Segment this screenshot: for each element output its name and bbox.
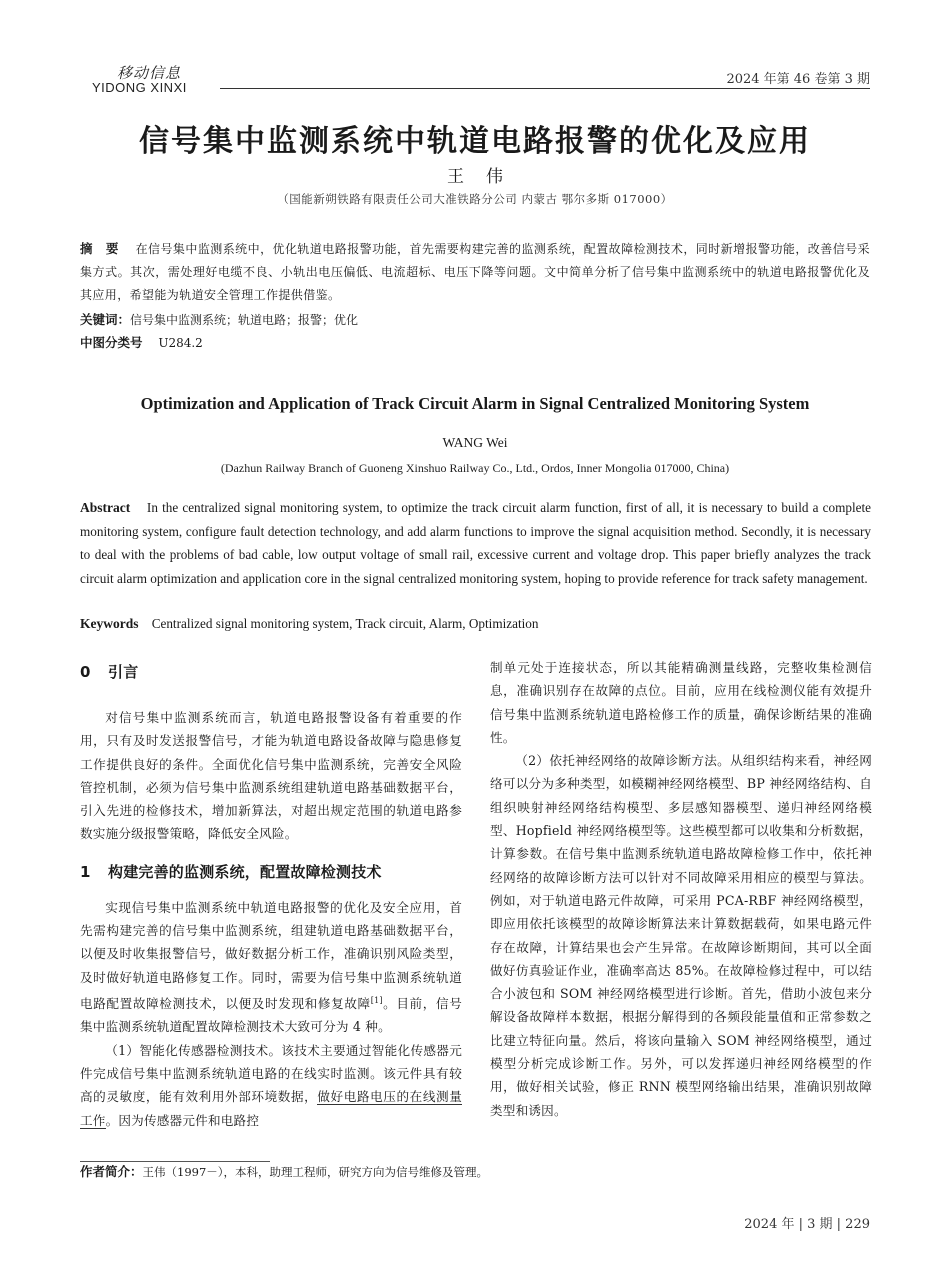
paper-title-en: Optimization and Application of Track Circuit Alarm in Signal Centralized Monitoring System bbox=[140, 394, 810, 413]
author-note-label: 作者简介： bbox=[80, 1164, 143, 1179]
journal-name-cn: 移动信息 bbox=[117, 64, 182, 82]
author-note bbox=[80, 1163, 488, 1181]
affiliation-en: (Dazhun Railway Branch of Guoneng Xinshuo Railway Co., Ltd., Ordos, Inner Mongolia 017000, China) bbox=[220, 461, 730, 475]
right-paragraph-continued: 制单元处于连接状态，所以其能精确测量线路，完整收集检测信息，准确识别存在故障的点位。目前，应用在线检测仪能有效提升信号集中监测系统轨道电路检修工作的质量，确保诊断结果的准确性。 bbox=[490, 660, 872, 745]
paper-title-cn: 信号集中监测系统中轨道电路报警的优化及应用 bbox=[139, 124, 811, 159]
author-cn: 王伟 bbox=[447, 167, 525, 187]
author-en: WANG Wei bbox=[442, 435, 508, 450]
abstract-en-text: In the centralized signal monitoring system, to optimize the track circuit alarm function, first of all, it is necessary to build a complete monitoring system, configure fault detection technology, and add alarm functions to improve the signal acquisition method. Secondly, it is necessary to deal with the problems of bad cable, low output voltage of small rail, excessive current and voltage drop. This paper briefly analyzes the track circuit alarm optimization and application core in the signal centralized monitoring system, hoping to provide reference for track safety management. bbox=[80, 500, 871, 586]
abstract-cn bbox=[80, 237, 870, 307]
section-0-title: 引言 bbox=[108, 663, 139, 681]
section-1-paragraph-2 bbox=[80, 1039, 462, 1132]
section-0-number: 0 bbox=[80, 663, 91, 681]
right-paragraph-neural-network: （2）依托神经网络的故障诊断方法。从组织结构来看，神经网络可以分为多种类型，如模糊神经网络模型、BP 神经网络结构、自组织映射神经网络结构模型、多层感知器模型、递归神经网络模型、Hopfield 神经网络模型等。这些模型都可以收集和分析数据，计算参数。在信号集中监测系统轨道电路故障检修工作中，依托神经网络的故障诊断方法可以针对不同故障采用相应的模型与算法。例如，对于轨道电路元件故障，可采用 PCA-RBF 神经网络模型，即应用依托该模型的故障诊断算法来计算数据载荷，如果电路元件存在故障，计算结果也会产生异常。在故障诊断期间，其可以全面做好仿真验证作业，准确率高达 85%。在故障检修过程中，可以结合小波包和 SOM 神经网络模型进行诊断。首先，借助小波包来分解设备故障样本数据，根据分解得到的各频段能量值和正常参数之比建立特征向量。然后，将该向量输入 SOM 神经网络模型，通过模型分析完成诊断工作。另外，可以发挥递归神经网络模型的作用，做好相关试验，修正 RNN 模型网络输出结果，准确识别故障类型和诱因。 bbox=[490, 753, 872, 1118]
section-1-p1-text-b: 。目前，信号集中监测系统轨道配置故障检测技术大致可分为 4 种。 bbox=[80, 996, 463, 1035]
section-1-number: 1 bbox=[80, 862, 91, 881]
author-note-rule bbox=[80, 1161, 270, 1162]
affiliation-cn: （国能新朔铁路有限责任公司大准铁路分公司 内蒙古 鄂尔多斯 017000） bbox=[277, 192, 673, 206]
issue-info: 2024 年第 46 卷第 3 期 bbox=[726, 72, 870, 87]
keywords-en-text: Centralized signal monitoring system, Track circuit, Alarm, Optimization bbox=[151, 616, 539, 631]
keywords-en bbox=[80, 612, 870, 635]
underlined-phrase: 做好电路电压的在线测量工作 bbox=[80, 1089, 462, 1128]
section-0-heading bbox=[80, 660, 462, 684]
section-1-p2-text-a: （1）智能化传感器检测技术。该技术主要通过智能化传感器元件完成信号集中监测系统轨道电路的在线实时监测。该元件具有较高的灵敏度，能有效利用外部环境数据， bbox=[80, 1042, 462, 1105]
section-0-paragraph: 对信号集中监测系统而言，轨道电路报警设备有着重要的作用，只有及时发送报警信号，才能为轨道电路设备故障与隐患修复工作提供良好的条件。全面优化信号集中监测系统，完善安全风险管控机制，必须为信号集中监测系统组建轨道电路基础数据平台，引入先进的检修技术，增加新算法，对超出规定范围的轨道电路参数实施分级报警策略，降低安全风险。 bbox=[80, 710, 462, 842]
journal-name-en: YIDONG XINXI bbox=[92, 80, 187, 95]
citation-1: [1] bbox=[370, 995, 383, 1005]
keywords-cn bbox=[80, 308, 870, 332]
abstract-en-label: Abstract bbox=[80, 500, 131, 515]
abstract-en bbox=[80, 496, 871, 590]
section-1-paragraph-1 bbox=[80, 896, 462, 1039]
page-footer: 2024 年 | 3 期 | 229 bbox=[744, 1217, 870, 1232]
classification-cn-text: U284.2 bbox=[158, 336, 203, 350]
section-1-heading bbox=[80, 860, 462, 884]
section-1-title: 构建完善的监测系统，配置故障检测技术 bbox=[108, 862, 382, 881]
abstract-cn-text: 在信号集中监测系统中，优化轨道电路报警功能，首先需要构建完善的监测系统，配置故障检测技术，同时新增报警功能，改善信号采集方式。其次，需处理好电缆不良、小轨出电压偏低、电流超标、电压下降等问题。文中简单分析了信号集中监测系统中的轨道电路报警优化及其应用，希望能为轨道安全管理工作提供借鉴。 bbox=[80, 242, 871, 302]
abstract-cn-label: 摘 要 bbox=[80, 241, 119, 256]
section-1-p1-text-a: 实现信号集中监测系统中轨道电路报警的优化及安全应用，首先需构建完善的信号集中监测系统，组建轨道电路基础数据平台，以便及时收集报警信号，做好数据分析工作，准确识别风险类型，及时做好轨道电路修复工作。同时，需要为信号集中监测系统轨道电路配置故障检测技术，以便及时发现和修复故障 bbox=[80, 899, 462, 1012]
body-right-column bbox=[490, 656, 872, 1122]
keywords-cn-label: 关键词： bbox=[80, 312, 131, 327]
classification-cn bbox=[80, 331, 870, 355]
header-rule bbox=[220, 88, 870, 89]
body-left-column bbox=[80, 656, 462, 1132]
classification-cn-label: 中图分类号 bbox=[80, 335, 143, 350]
keywords-cn-text: 信号集中监测系统；轨道电路；报警；优化 bbox=[130, 313, 359, 327]
keywords-en-label: Keywords bbox=[80, 616, 139, 631]
author-note-text: 王伟（1997－），本科，助理工程师，研究方向为信号维修及管理。 bbox=[142, 1165, 489, 1179]
section-1-p2-text-b: 。因为传感器元件和电路控 bbox=[105, 1112, 260, 1128]
